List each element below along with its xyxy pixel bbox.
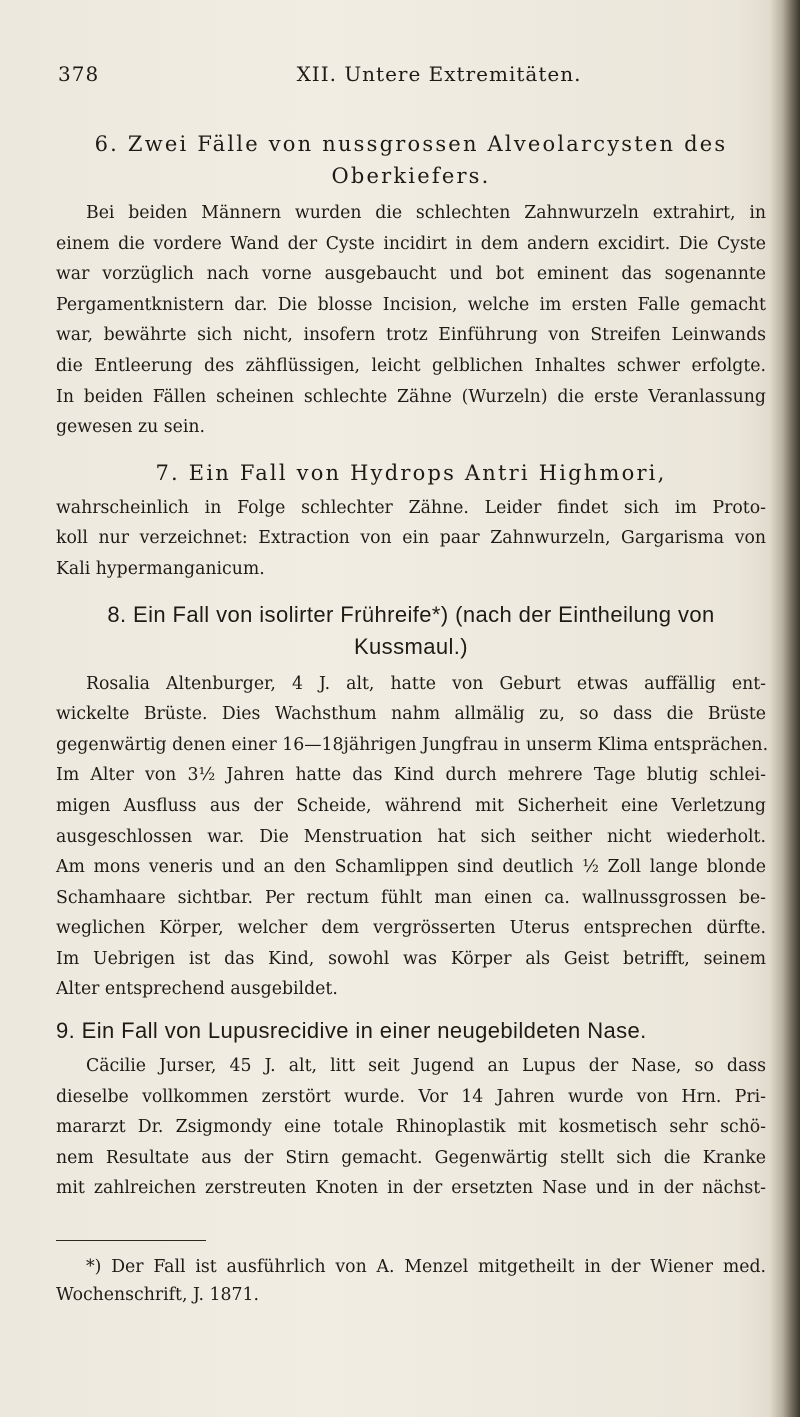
section-8-title-line-2: Kussmaul.) — [353, 633, 469, 659]
text-line: mararzt Dr. Zsigmondy eine totale Rhinoplastik mit kosmetisch sehr schö- — [56, 1117, 766, 1138]
section-8-title-line-1: 8. Ein Fall von isolirter Frühreife*) (nach der Eintheilung von — [107, 601, 715, 627]
page-body — [56, 128, 769, 1309]
section-7-title: 7. Ein Fall von Hydrops Antri Highmori, — [155, 460, 667, 485]
section-9-title: 9. Ein Fall von Lupusrecidive in einer neugebildeten Nase. — [56, 1018, 647, 1044]
text-line: koll nur verzeichnet: Extraction von ein paar Zahnwurzeln, Gargarisma von — [56, 528, 766, 549]
text-line: mit zahlreichen zerstreuten Knoten in der ersetzten Nase und in der nächst- — [56, 1178, 766, 1199]
section-6-title-line-1: 6. Zwei Fälle von nussgrossen Alveolarcysten des — [94, 132, 728, 156]
footnote — [56, 1253, 766, 1309]
footnote-divider — [56, 1240, 206, 1241]
text-line: war vorzüglich nach vorne ausgebaucht und bot eminent das sogenannte — [56, 264, 766, 285]
section-9-paragraph — [56, 1051, 766, 1204]
text-line: wickelte Brüste. Dies Wachsthum nahm allmälig zu, so dass die Brüste — [56, 704, 766, 725]
text-line: nem Resultate aus der Stirn gemacht. Gegenwärtig stellt sich die Kranke — [56, 1147, 766, 1168]
text-line: Im Uebrigen ist das Kind, sowohl was Körper als Geist betrifft, seinem — [56, 948, 766, 969]
text-line: die Entleerung des zähflüssigen, leicht gelblichen Inhaltes schwer erfolgte. — [56, 355, 766, 376]
text-line: Bei beiden Männern wurden die schlechten Zahnwurzeln extrahirt, in — [86, 203, 766, 223]
text-line: Rosalia Altenburger, 4 J. alt, hatte von Geburt etwas auffällig ent- — [86, 673, 766, 694]
text-line: migen Ausfluss aus der Scheide, während mit Sicherheit eine Verletzung — [56, 795, 766, 816]
text-line: Alter entsprechend ausgebildet. — [56, 979, 338, 1000]
page-number: 378 — [58, 62, 100, 86]
section-6-paragraph — [56, 198, 766, 443]
text-line: In beiden Fällen scheinen schlechte Zähne (Wurzeln) die erste Veranlassung — [56, 386, 766, 407]
section-8-paragraph — [56, 669, 769, 1006]
page-header — [58, 62, 730, 92]
text-line: Schamhaare sichtbar. Per rectum fühlt man einen ca. wallnussgrossen be- — [56, 887, 766, 908]
text-line: gewesen zu sein. — [56, 417, 206, 438]
text-line: Am mons veneris und an den Schamlippen sind deutlich ½ Zoll lange blonde — [56, 857, 766, 878]
text-line: dieselbe vollkommen zerstört wurde. Vor 14 Jahren wurde von Hrn. Pri- — [56, 1086, 766, 1107]
section-6-title — [56, 128, 766, 192]
footnote-line-1: *) Der Fall ist ausführlich von A. Menzel mitgetheilt in der Wiener med. — [86, 1257, 766, 1278]
text-line: wahrscheinlich in Folge schlechter Zähne. Leider findet sich im Proto- — [56, 497, 766, 518]
text-line: war, bewährte sich nicht, insofern trotz Einführung von Streifen Leinwands — [56, 325, 766, 346]
text-line: Im Alter von 3½ Jahren hatte das Kind durch mehrere Tage blutig schlei- — [56, 765, 766, 786]
section-7-paragraph — [56, 493, 766, 585]
text-line: gegenwärtig denen einer 16—18jährigen Jungfrau in unserm Klima entsprächen. — [56, 734, 769, 755]
text-line: Kali hypermanganicum. — [56, 558, 265, 579]
running-head: XII. Untere Extremitäten. — [296, 62, 582, 86]
page-edge-shadow — [770, 0, 800, 1417]
text-line: ausgeschlossen war. Die Menstruation hat sich seither nicht wiederholt. — [56, 826, 766, 847]
section-8-title — [56, 599, 766, 663]
section-6-title-line-2: Oberkiefers. — [331, 164, 491, 188]
text-line: Cäcilie Jurser, 45 J. alt, litt seit Jugend an Lupus der Nase, so dass — [86, 1056, 766, 1077]
text-line: einem die vordere Wand der Cyste incidirt in dem andern excidirt. Die Cyste — [56, 233, 766, 254]
text-line: weglichen Körper, welcher dem vergrösserten Uterus entsprechen dürfte. — [56, 918, 766, 939]
footnote-line-2: Wochenschrift, J. 1871. — [56, 1285, 259, 1306]
text-line: Pergamentknistern dar. Die blosse Incision, welche im ersten Falle gemacht — [56, 294, 766, 315]
